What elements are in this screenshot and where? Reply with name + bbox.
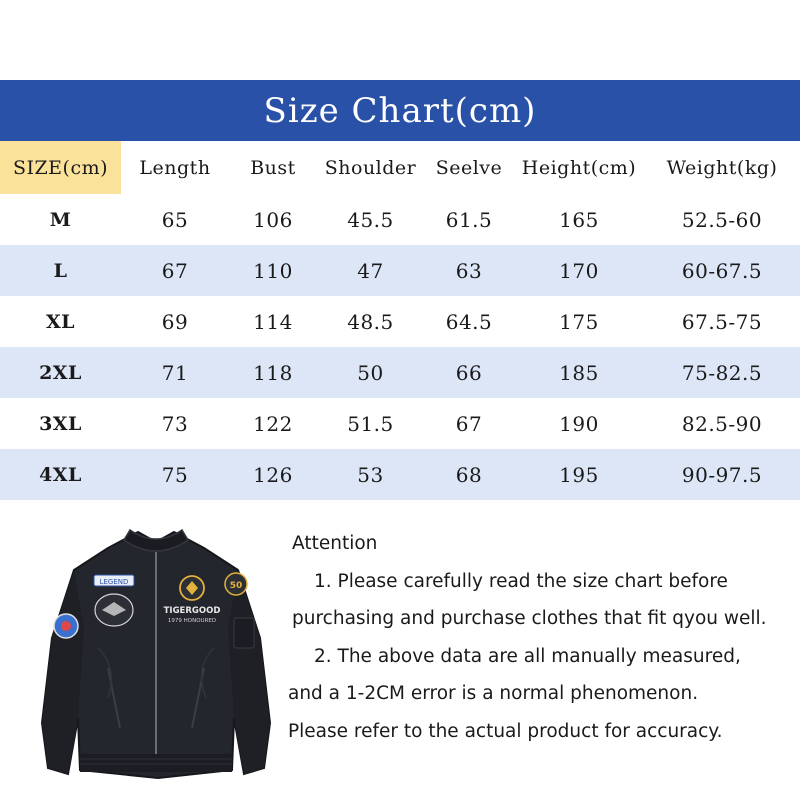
cell-weight: 52.5-60	[681, 207, 763, 232]
cell-shoulder: 47	[317, 245, 424, 296]
title-band	[0, 80, 800, 141]
table-row	[0, 347, 800, 398]
right-sleeve	[228, 570, 270, 774]
header-length: Length	[139, 156, 211, 179]
cell-height: 170	[514, 245, 644, 296]
cell-sleeve: 67	[455, 411, 483, 436]
jacket-waistband	[80, 754, 232, 772]
note-line-3: 2. The above data are all manually measured,	[314, 645, 741, 667]
cell-height: 195	[514, 449, 644, 500]
cell-size: 2XL	[0, 347, 121, 398]
legend-patch-text: LEGEND	[99, 578, 129, 586]
table-row	[0, 398, 800, 449]
page-title: Size Chart(cm)	[263, 90, 537, 131]
cell-size: 4XL	[0, 449, 121, 500]
note-line-2: purchasing and purchase clothes that fit qyou well.	[292, 608, 767, 629]
cell-height: 165	[559, 207, 599, 232]
brand-patch-subtext: 1979 HONOURED	[167, 618, 217, 624]
cell-length: 73	[161, 411, 189, 436]
note-line-1: 1. Please carefully read the size chart before	[314, 570, 728, 592]
cell-shoulder: 45.5	[347, 207, 394, 232]
table-row	[0, 194, 800, 245]
cell-sleeve: 61.5	[445, 207, 493, 232]
left-sleeve	[42, 570, 84, 774]
cell-shoulder: 48.5	[347, 309, 394, 334]
cell-height: 175	[559, 309, 599, 334]
cell-sleeve: 68	[424, 449, 514, 500]
number-patch-text: 50	[229, 581, 243, 591]
header-bust: Bust	[250, 156, 296, 179]
brand-patch-text: TIGERGOOD	[163, 606, 221, 616]
size-table	[0, 141, 800, 500]
notes-heading: Attention	[292, 533, 378, 554]
attention-notes	[286, 525, 796, 750]
cell-size: L	[0, 245, 121, 296]
cell-weight: 90-97.5	[644, 449, 800, 500]
cell-height: 185	[514, 347, 644, 398]
cell-bust: 122	[253, 411, 293, 436]
cell-weight: 82.5-90	[681, 411, 763, 436]
cell-sleeve: 63	[424, 245, 514, 296]
table-row	[0, 449, 800, 500]
note-line-4: and a 1-2CM error is a normal phenomenon.	[288, 683, 699, 704]
cell-bust: 110	[229, 245, 317, 296]
jacket-image	[38, 518, 274, 780]
cell-bust: 114	[253, 309, 293, 334]
header-weight: Weight(kg)	[666, 156, 778, 179]
header-size: SIZE(cm)	[0, 141, 121, 194]
header-height: Height(cm)	[521, 156, 637, 179]
table-row	[0, 245, 800, 296]
header-shoulder: Shoulder	[324, 156, 417, 179]
cell-length: 65	[161, 207, 189, 232]
cell-bust: 126	[229, 449, 317, 500]
header-sleeve: Seelve	[435, 156, 503, 179]
cell-size: XL	[45, 310, 76, 333]
cell-shoulder: 50	[317, 347, 424, 398]
cell-shoulder: 51.5	[347, 411, 394, 436]
note-line-5: Please refer to the actual product for accuracy.	[288, 720, 723, 742]
table-header-row	[0, 141, 800, 194]
cell-weight: 75-82.5	[644, 347, 800, 398]
cell-length: 75	[121, 449, 229, 500]
cell-weight: 67.5-75	[681, 309, 763, 334]
table-row	[0, 296, 800, 347]
cell-length: 67	[121, 245, 229, 296]
cell-length: 69	[161, 309, 189, 334]
cell-sleeve: 66	[424, 347, 514, 398]
cell-shoulder: 53	[317, 449, 424, 500]
jacket-illustration	[38, 518, 274, 780]
cell-bust: 106	[253, 207, 293, 232]
sleeve-pocket	[234, 618, 254, 648]
cell-weight: 60-67.5	[644, 245, 800, 296]
cell-size: 3XL	[39, 412, 82, 435]
cell-sleeve: 64.5	[445, 309, 493, 334]
cell-size: M	[49, 208, 72, 231]
cell-length: 71	[121, 347, 229, 398]
cell-bust: 118	[229, 347, 317, 398]
cell-height: 190	[559, 411, 599, 436]
